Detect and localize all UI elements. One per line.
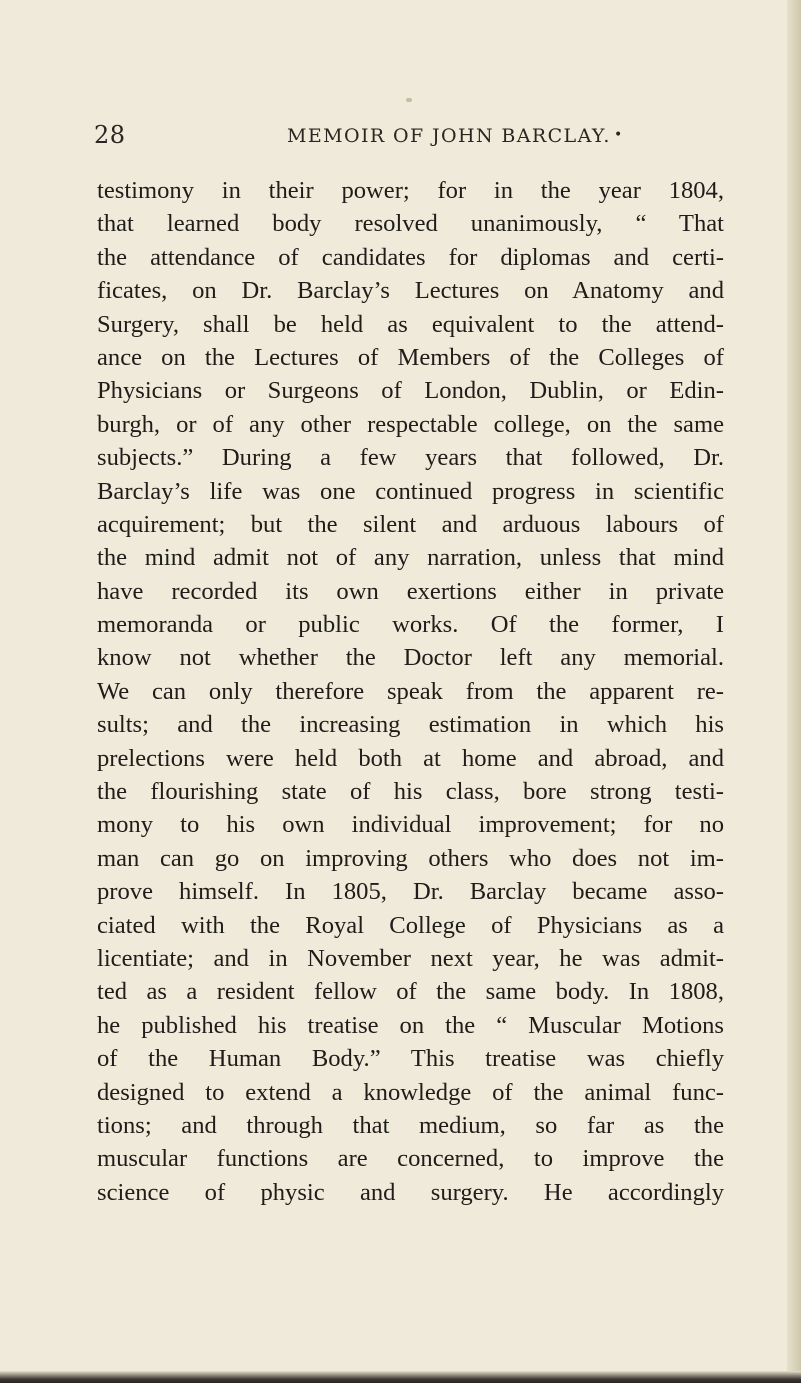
text-line: know not whether the Doctor left any memorial. — [97, 644, 724, 672]
running-head-mark: • — [614, 127, 623, 143]
text-line: acquirement; but the silent and arduous labours of — [97, 510, 724, 538]
page-header — [94, 121, 714, 155]
text-line: subjects.” During a few years that followed, Dr. — [97, 444, 724, 472]
text-line: memoranda or public works. Of the former, I — [97, 611, 724, 639]
body-text — [97, 174, 724, 1209]
text-line: ance on the Lectures of Members of the Colleges of — [97, 343, 724, 371]
text-line: prelections were held both at home and abroad, and — [97, 744, 724, 772]
text-line: the attendance of candidates for diplomas and certi- — [97, 243, 724, 271]
text-line: tions; and through that medium, so far as the — [97, 1111, 724, 1139]
ink-speck — [406, 98, 412, 102]
text-line: ficates, on Dr. Barclay’s Lectures on Anatomy and — [97, 277, 724, 305]
text-line: We can only therefore speak from the apparent re- — [97, 677, 724, 705]
text-line: of the Human Body.” This treatise was chiefly — [97, 1045, 724, 1073]
text-line: Surgery, shall be held as equivalent to the attend- — [97, 310, 724, 338]
text-line: sults; and the increasing estimation in which his — [97, 711, 724, 739]
text-line: he published his treatise on the “ Muscular Motions — [97, 1011, 724, 1039]
text-line: the flourishing state of his class, bore strong testi- — [97, 778, 724, 806]
text-line: testimony in their power; for in the year 1804, — [97, 177, 724, 204]
page-edge-right — [787, 0, 801, 1383]
text-line: science of physic and surgery. He accordingly — [97, 1178, 724, 1206]
text-line: ciated with the Royal College of Physicians as a — [97, 911, 724, 939]
text-line: have recorded its own exertions either in private — [97, 577, 724, 605]
text-line: designed to extend a knowledge of the animal func- — [97, 1078, 724, 1106]
text-line: prove himself. In 1805, Dr. Barclay became asso- — [97, 878, 724, 906]
text-line: muscular functions are concerned, to improve the — [97, 1145, 724, 1173]
text-line: the mind admit not of any narration, unless that mind — [97, 544, 724, 572]
text-line: ted as a resident fellow of the same body. In 1808, — [97, 978, 724, 1006]
text-line: man can go on improving others who does not im- — [97, 844, 724, 872]
page-number: 28 — [94, 121, 126, 149]
text-line: licentiate; and in November next year, he was admit- — [97, 944, 724, 972]
text-line: burgh, or of any other respectable college, on the same — [97, 410, 724, 438]
text-line: Physicians or Surgeons of London, Dublin, or Edin- — [97, 377, 724, 405]
page-edge-bottom — [0, 1371, 801, 1383]
text-line: Barclay’s life was one continued progress in scientific — [97, 477, 724, 505]
text-line: mony to his own individual improvement; for no — [97, 811, 724, 839]
text-line: that learned body resolved unanimously, “ That — [97, 210, 724, 238]
running-head: MEMOIR OF JOHN BARCLAY. — [287, 125, 611, 147]
